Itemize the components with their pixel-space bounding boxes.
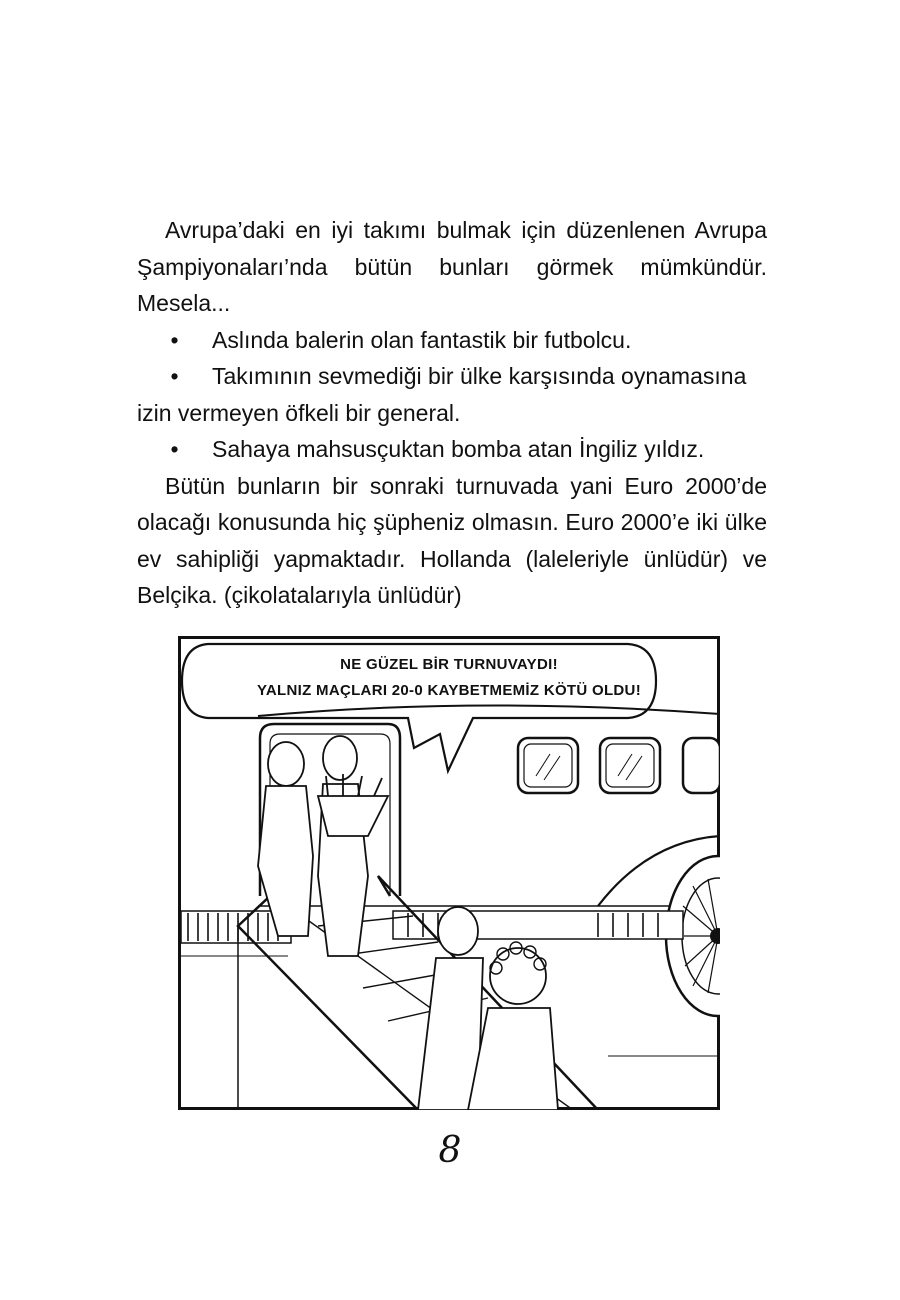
bullet-item-2 [137,358,767,431]
bullet-text-3: Sahaya mahsusçuktan bomba atan İngiliz yıldız. [212,436,705,462]
intro-paragraph: Avrupa’daki en iyi takımı bulmak için düzenlenen Avrupa Şampiyonaları’nda bütün bunları görmek mümkündür. Mesela... [137,217,767,316]
closing-paragraph: Bütün bunların bir sonraki turnuvada yani Euro 2000’de olacağı konusunda hiç şüpheniz olmasın. Euro 2000’e iki ülke ev sahipliği yapmaktadır. Hollanda (laleleriyle ünlüdür) ve Belçika. (çikolatalarıyla ünlüdür) [137,472,767,608]
cartoon-drawing [178,636,720,1110]
body-text [137,212,767,614]
cartoon-illustration [178,636,720,1110]
speech-bubble-line-1: NE GÜZEL BİR TURNUVAYDI! [340,656,558,673]
bullet-item-3 [137,431,767,468]
bullet-item-1 [137,322,767,359]
page-number: 8 [438,1130,462,1171]
bullet-dot-icon: • [170,363,179,389]
bullet-text-1: Aslında balerin olan fantastik bir futbolcu. [212,326,632,353]
bullet-text-2: Takımının sevmediği bir ülke karşısında oynamasına izin vermeyen öfkeli bir general. [137,363,747,426]
bullet-dot-icon: • [170,326,179,353]
speech-bubble-line-2: YALNIZ MAÇLARI 20-0 KAYBETMEMİZ KÖTÜ OLDU! [256,682,641,699]
bullet-dot-icon: • [170,436,179,462]
